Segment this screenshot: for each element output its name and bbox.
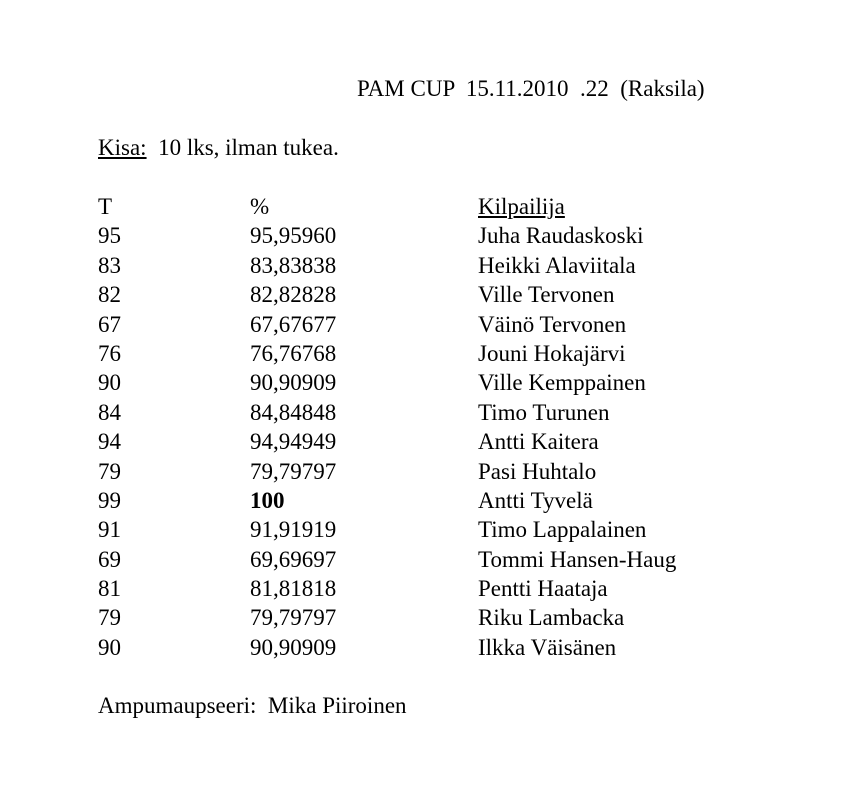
competitor-cell: Ville Kemppainen bbox=[478, 370, 646, 396]
header-t: T bbox=[98, 194, 113, 219]
percent-cell: 81,81818 bbox=[250, 576, 337, 602]
percent-cell: 91,91919 bbox=[250, 517, 337, 543]
score-cell: 90 bbox=[98, 370, 121, 396]
document-title: PAM CUP 15.11.2010 .22 (Raksila) bbox=[357, 76, 705, 101]
competitor-cell: Antti Tyvelä bbox=[478, 487, 593, 513]
score-cell: 99 bbox=[98, 487, 121, 513]
score-cell: 90 bbox=[98, 634, 121, 660]
competitor-cell: Pentti Haataja bbox=[478, 576, 608, 602]
percent-cell: 67,67677 bbox=[250, 311, 337, 337]
score-cell: 95 bbox=[98, 223, 121, 249]
competitor-cell: Timo Turunen bbox=[478, 399, 610, 425]
percent-cell: 84,84848 bbox=[250, 399, 337, 425]
score-cell: 81 bbox=[98, 576, 121, 602]
percent-cell: 94,94949 bbox=[250, 429, 337, 455]
score-cell: 79 bbox=[98, 605, 121, 631]
percent-cell: 79,79797 bbox=[250, 605, 337, 631]
kisa-label: Kisa: bbox=[98, 135, 147, 160]
score-cell: 69 bbox=[98, 546, 121, 572]
score-cell: 82 bbox=[98, 282, 121, 308]
score-cell: 67 bbox=[98, 311, 121, 337]
competitor-cell: Juha Raudaskoski bbox=[478, 223, 644, 249]
percent-cell: 83,83838 bbox=[250, 252, 337, 278]
competitor-cell: Pasi Huhtalo bbox=[478, 458, 597, 484]
score-cell: 83 bbox=[98, 252, 121, 278]
competitor-cell: Ville Tervonen bbox=[478, 282, 615, 308]
percent-cell: 90,90909 bbox=[250, 634, 337, 660]
score-cell: 79 bbox=[98, 458, 121, 484]
score-cell: 94 bbox=[98, 429, 121, 455]
competition-info bbox=[98, 133, 339, 162]
competitor-cell: Väinö Tervonen bbox=[478, 311, 627, 337]
competitor-cell: Antti Kaitera bbox=[478, 429, 599, 455]
competitor-cell: Heikki Alaviitala bbox=[478, 252, 636, 278]
percent-cell: 95,95960 bbox=[250, 223, 337, 249]
competitor-cell: Riku Lambacka bbox=[478, 605, 625, 631]
percent-cell: 79,79797 bbox=[250, 458, 337, 484]
percent-cell: 100 bbox=[250, 487, 285, 513]
header-competitor: Kilpailija bbox=[478, 194, 565, 219]
score-cell: 91 bbox=[98, 517, 121, 543]
percent-cell: 69,69697 bbox=[250, 546, 337, 572]
range-officer: Ampumaupseeri: Mika Piiroinen bbox=[98, 693, 407, 718]
percent-cell: 90,90909 bbox=[250, 370, 337, 396]
header-percent: % bbox=[250, 194, 270, 219]
kisa-text: 10 lks, ilman tukea. bbox=[146, 135, 339, 160]
competitor-cell: Tommi Hansen-Haug bbox=[478, 546, 677, 572]
competitor-cell: Ilkka Väisänen bbox=[478, 634, 617, 660]
percent-cell: 76,76768 bbox=[250, 340, 337, 366]
competitor-cell: Timo Lappalainen bbox=[478, 517, 647, 543]
score-cell: 84 bbox=[98, 399, 121, 425]
score-cell: 76 bbox=[98, 340, 121, 366]
percent-cell: 82,82828 bbox=[250, 282, 337, 308]
competitor-cell: Jouni Hokajärvi bbox=[478, 340, 626, 366]
